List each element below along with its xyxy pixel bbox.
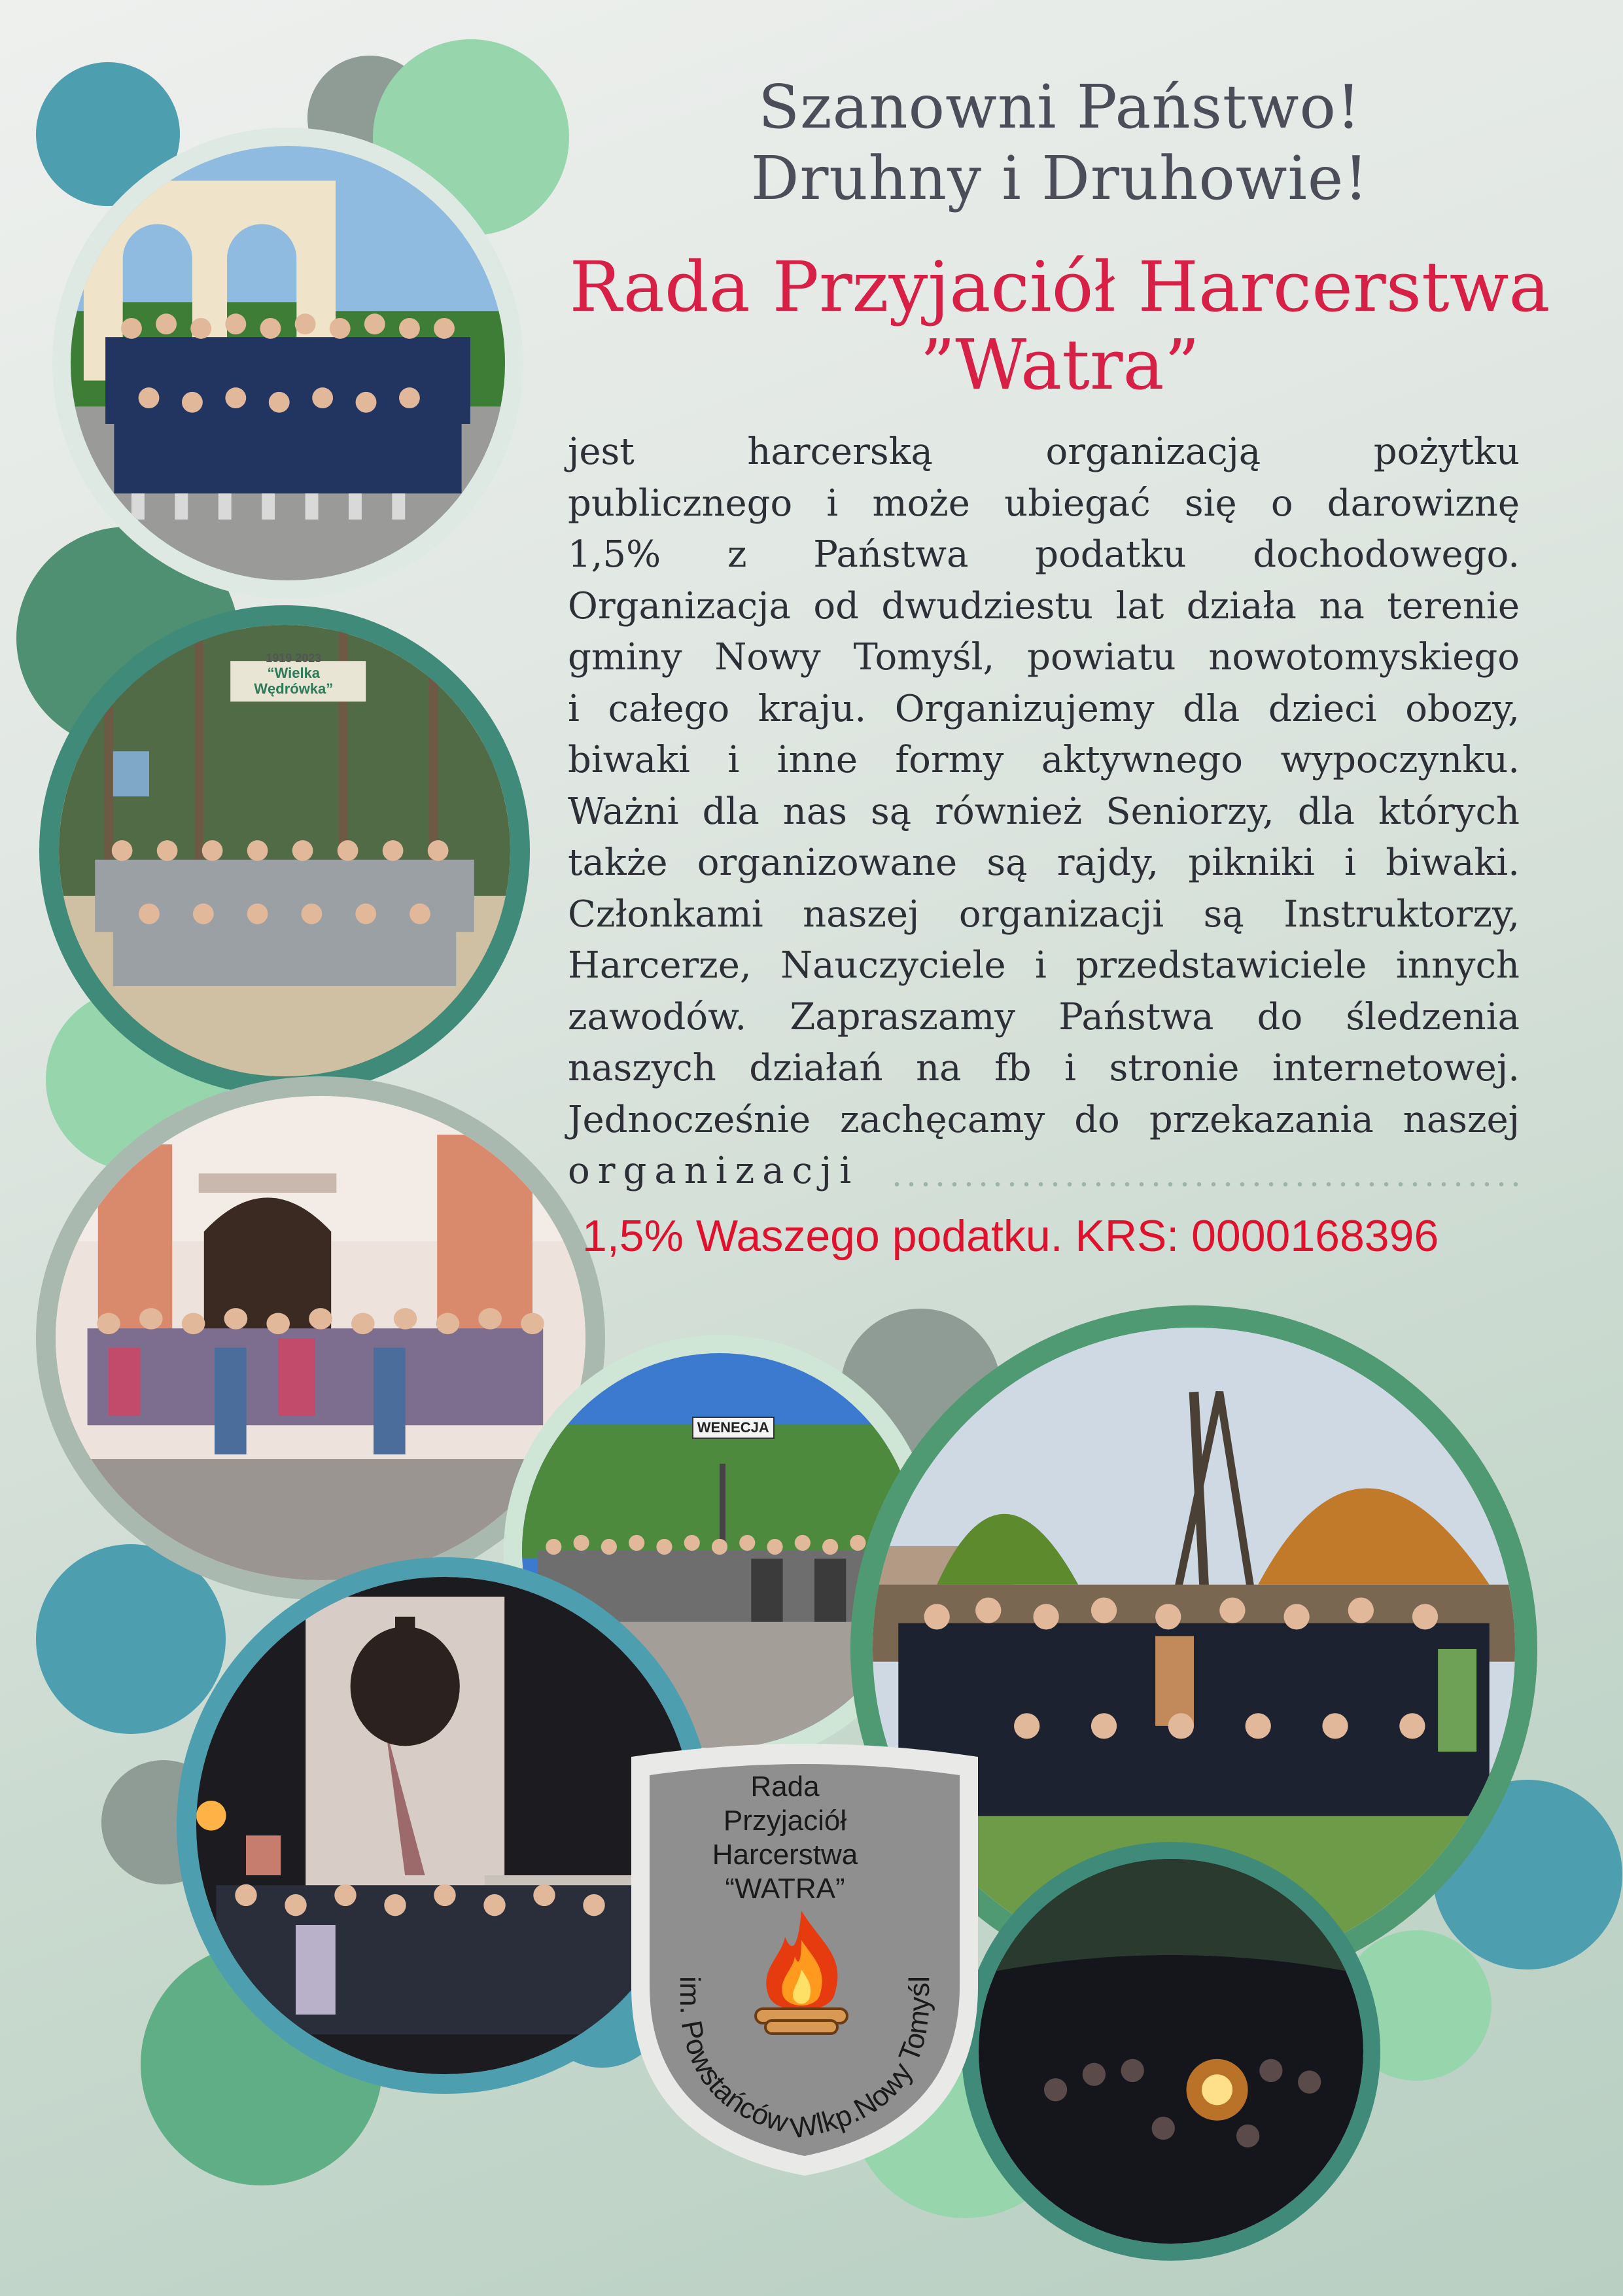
body-line: zawodów. Zapraszamy Państwa do śledzenia	[568, 995, 1520, 1038]
body-line: Ważni dla nas są również Seniorzy, dla których	[568, 790, 1520, 833]
svg-text:im. Powstańców Wlkp.Nowy Tomyś	[674, 1976, 935, 2145]
badge-line-2: Przyjaciół	[723, 1805, 847, 1837]
body-line: biwaki i inne formy aktywnego wypoczynku.	[568, 739, 1520, 781]
badge-arc-label: im. Powstańców Wlkp.Nowy Tomyśl	[674, 1976, 936, 2145]
body-line: gminy Nowy Tomyśl, powiatu nowotomyskiego	[568, 636, 1520, 679]
dotted-leader	[890, 1182, 1518, 1187]
badge-line-3: Harcerstwa	[712, 1839, 858, 1871]
krs-line: 1,5% Waszego podatku. KRS: 0000168396	[582, 1211, 1439, 1261]
organization-title-line-2: ”Watra”	[920, 324, 1200, 405]
body-paragraph	[568, 427, 1520, 1197]
body-line: publicznego i może ubiegać się o darowiznę	[568, 482, 1520, 525]
body-line: 1,5% z Państwa podatku dochodowego.	[568, 533, 1520, 576]
greeting-line-2: Druhny i Druhowie!	[750, 143, 1369, 213]
photo-scouts-arches	[52, 128, 523, 599]
organization-title	[536, 249, 1583, 404]
camp-banner-line2: Wędrówka”	[254, 680, 334, 698]
body-line: jest harcerską organizacją pożytku	[568, 431, 1520, 473]
body-line: i całego kraju. Organizujemy dla dzieci obozy,	[568, 687, 1520, 730]
photo-camp-group	[39, 605, 530, 1096]
trip-sign: WENECJA	[692, 1417, 775, 1439]
body-line: Członkami naszej organizacji są Instruktorzy,	[568, 892, 1520, 936]
body-line: naszych działań na fb i stronie internetowej.	[568, 1047, 1520, 1089]
camp-banner	[221, 652, 366, 697]
badge-line-1: Rada	[750, 1771, 820, 1803]
camp-banner-line1: “Wielka	[267, 665, 321, 682]
body-line: Jednocześnie zachęcamy do przekazania naszej	[568, 1098, 1520, 1141]
body-line: także organizowane są rajdy, pikniki i biwaki.	[568, 841, 1520, 884]
greeting-line-1: Szanowni Państwo!	[758, 72, 1361, 142]
badge-line-4: “WATRA”	[725, 1873, 845, 1905]
organization-title-line-1: Rada Przyjaciół Harcerstwa	[569, 247, 1550, 327]
camp-banner-years: 1919 2023	[266, 652, 322, 665]
body-line: Organizacja od dwudziestu lat działa na terenie	[568, 584, 1520, 627]
body-line: Harcerze, Nauczyciele i przedstawiciele innych	[568, 944, 1520, 987]
photo-campfire	[962, 1842, 1380, 2261]
greeting	[576, 72, 1544, 214]
body-line: organizacji	[568, 1150, 860, 1192]
